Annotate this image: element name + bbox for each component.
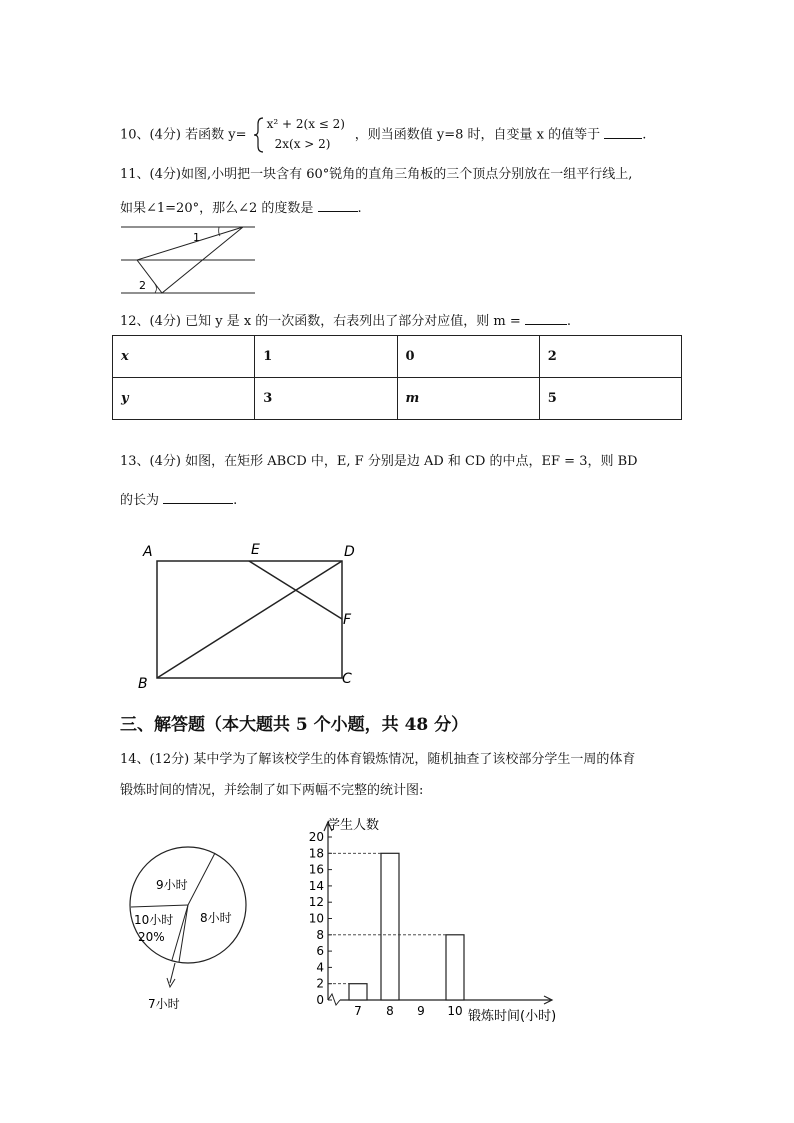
x-tick-label: 10 [447, 1004, 463, 1018]
y-tick-label: 12 [308, 895, 324, 910]
answer-blank[interactable] [525, 310, 567, 325]
q13-end: . [233, 493, 238, 508]
pie-label-10h: 10小时 [134, 913, 174, 927]
pie-divider [188, 853, 215, 905]
question-14-line1: 14、(12分) 某中学为了解该校学生的体育锻炼情况，随机抽查了该校部分学生一周的体育 [120, 752, 636, 767]
q11-text: 如果∠1=20°，那么∠2 的度数是 [120, 201, 314, 216]
question-13-line1: 13、(4分) 如图，在矩形 ABCD 中，E, F 分别是边 AD 和 CD 的中点，EF = 3，则 BD [120, 454, 638, 469]
label-d: D [344, 544, 355, 560]
table-cell: y [113, 378, 255, 420]
pie-chart [118, 815, 263, 1020]
q11-figure [115, 222, 260, 297]
y-tick-label: 2 [316, 976, 324, 991]
table-cell: x [113, 336, 255, 378]
answer-blank[interactable] [604, 124, 642, 139]
y-tick-label: 4 [316, 960, 324, 975]
pie-divider [131, 905, 188, 907]
y-tick-label: 10 [308, 911, 324, 926]
x-axis-label: 锻炼时间(小时) [468, 1009, 557, 1024]
q10-end: . [642, 127, 647, 143]
x-tick-label: 7 [354, 1004, 362, 1018]
q10-prefix: 10、(4分) 若函数 y= [120, 127, 247, 143]
label-c: C [342, 671, 352, 687]
q12-text: 12、(4分) 已知 y 是 x 的一次函数，右表列出了部分对应值，则 m = [120, 314, 521, 329]
pie-divider [179, 905, 188, 962]
question-10 [120, 116, 646, 154]
y-tick-label: 16 [308, 862, 324, 877]
pie-label-7h: 7小时 [148, 997, 180, 1011]
pie-label-8h: 8小时 [200, 911, 232, 925]
y-tick-label: 14 [308, 878, 324, 893]
table-cell: 3 [255, 378, 397, 420]
bar [349, 984, 367, 1000]
y-tick-label: 6 [316, 944, 324, 959]
bar [446, 935, 464, 1000]
left-brace-icon [253, 116, 265, 154]
label-b: B [138, 676, 148, 692]
q11-end: . [357, 201, 362, 216]
label-e: E [251, 542, 260, 558]
answer-blank[interactable] [318, 197, 358, 212]
y-tick-label: 8 [316, 927, 324, 942]
piecewise-expression [253, 116, 349, 154]
value-table [112, 335, 682, 420]
bar [381, 853, 399, 1000]
label-f: F [343, 612, 352, 628]
q13-text: 的长为 [120, 493, 160, 508]
y-axis-label: 学生人数 [327, 818, 380, 833]
question-14-line2: 锻炼时间的情况，并绘制了如下两幅不完整的统计图: [120, 783, 424, 798]
question-13-line2 [120, 489, 237, 511]
table-cell: 5 [539, 378, 681, 420]
table-cell: 1 [255, 336, 397, 378]
bar-chart [290, 812, 580, 1027]
table-row [113, 378, 682, 420]
table-cell: 2 [539, 336, 681, 378]
pie-label-9h: 9小时 [156, 878, 188, 892]
table-cell: 0 [397, 336, 539, 378]
table-row [113, 336, 682, 378]
question-11-line2 [120, 197, 362, 219]
case-2: 2x(x > 2) [274, 137, 331, 151]
q10-suffix: ，则当函数值 y=8 时，自变量 x 的值等于 [354, 127, 601, 143]
diagonal-bd [157, 561, 342, 678]
x-tick-label: 8 [386, 1004, 394, 1018]
angle-1-label: 1 [193, 231, 200, 244]
case-1: x² + 2(x ≤ 2) [266, 117, 345, 131]
y-tick-label: 0 [316, 993, 324, 1007]
question-12 [120, 310, 571, 332]
y-tick-label: 20 [308, 830, 324, 844]
label-a: A [143, 544, 153, 560]
pie-divider [172, 905, 188, 960]
x-tick-label: 9 [417, 1004, 425, 1018]
question-11-line1: 11、(4分)如图,小明把一块含有 60°锐角的直角三角板的三个顶点分别放在一组平行线上, [120, 167, 633, 182]
angle-2-label: 2 [139, 279, 146, 292]
y-tick-label: 18 [308, 846, 324, 861]
pie-label-10h-percent: 20% [138, 930, 165, 944]
answer-blank[interactable] [163, 489, 233, 504]
table-cell: m [397, 378, 539, 420]
q13-rectangle-figure [135, 538, 365, 693]
section-title: 三、解答题（本大题共 5 个小题，共 48 分） [120, 715, 469, 735]
q12-end: . [566, 314, 572, 329]
